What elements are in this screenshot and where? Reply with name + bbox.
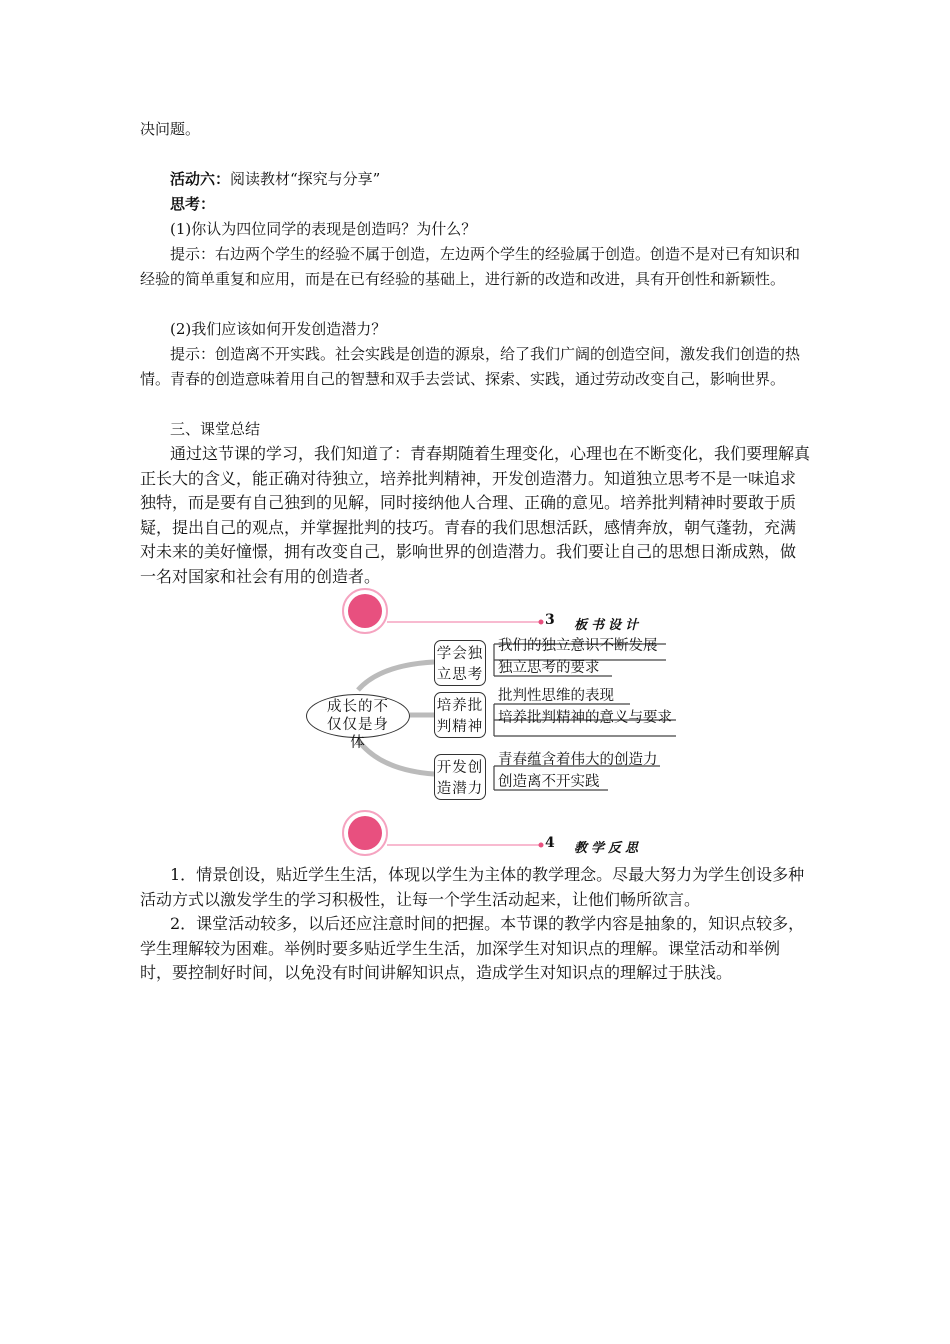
section-heading-summary: 三、课堂总结 — [170, 420, 261, 438]
activity-text: 阅读教材“探究与分享” — [230, 170, 381, 188]
section4-title: 教学反思 — [574, 841, 643, 856]
leaf-text: 独立思考的要求 — [498, 660, 600, 676]
question-1: (1)你认为四位同学的表现是创造吗？为什么？ — [170, 220, 477, 238]
leaf-text: 批判性思维的表现 — [498, 688, 614, 704]
hint-1: 提示：右边两个学生的经验不属于创造，左边两个学生的经验属于创造。创造不是对已有知识和经验的简单重复和应用，而是在已有经验的基础上，进行新的改造和改进，具有开创性和新颖性。 — [140, 245, 801, 288]
diagram-root: 成长的不仅仅是身体 — [306, 694, 410, 738]
section3-marker — [343, 589, 544, 633]
branch-creative-potential: 开发创造潜力 — [434, 754, 486, 800]
paragraph-continuation: 决问题。 — [140, 120, 201, 138]
reflection-1: 1．情景创设，贴近学生生活，体现以学生为主体的教学理念。尽最大努力为学生创设多种活动方式以激发学生的学习积极性，让每一个学生活动起来，让他们畅所欲言。 — [140, 865, 805, 909]
section3-title: 板书设计 — [574, 618, 643, 633]
think-heading: 思考： — [170, 195, 216, 213]
question-2: (2)我们应该如何开发创造潜力？ — [170, 320, 387, 338]
summary-text: 通过这节课的学习，我们知道了：青春期随着生理变化，心理也在不断变化，我们要理解真正长大的含义，能正确对待独立，培养批判精神，开发创造潜力。知道独立思考不是一味追求独特，而是要有自己独到的见解，同时接纳他人合理、正确的意见。培养批判精神时要敢于质疑，提出自己的观点，并掌握批判的技巧。青春的我们思想活跃，感情奔放，朝气蓬勃，充满对未来的美好憧憬，拥有改变自己，影响世界的创造潜力。我们要让自己的思想日渐成熟，做一名对国家和社会有用的创造者。 — [140, 444, 811, 586]
section4-number: 4 — [545, 835, 555, 851]
reflection-2: 2．课堂活动较多，以后还应注意时间的把握。本节课的教学内容是抽象的，知识点较多，学生理解较为困难。举例时要多贴近学生生活，加深学生对知识点的理解。课堂活动和举例时，要控制好时间，以免没有时间讲解知识点，造成学生对知识点的理解过于肤浅。 — [140, 914, 805, 982]
section3-number: 3 — [545, 612, 555, 628]
branch-critical-spirit: 培养批判精神 — [434, 692, 486, 738]
branch-independent-thinking: 学会独立思考 — [434, 640, 486, 686]
leaf-text: 创造离不开实践 — [498, 774, 600, 790]
leaf-text: 培养批判精神的意义与要求 — [498, 710, 672, 726]
section4-marker — [343, 811, 544, 855]
leaf-text: 我们的独立意识不断发展 — [498, 638, 658, 654]
leaf-text: 青春蕴含着伟大的创造力 — [498, 752, 658, 768]
activity-label: 活动六： — [170, 170, 231, 188]
hint-2: 提示：创造离不开实践。社会实践是创造的源泉，给了我们广阔的创造空间，激发我们创造的热情。青春的创造意味着用自己的智慧和双手去尝试、探索、实践，通过劳动改变自己，影响世界。 — [140, 345, 801, 388]
